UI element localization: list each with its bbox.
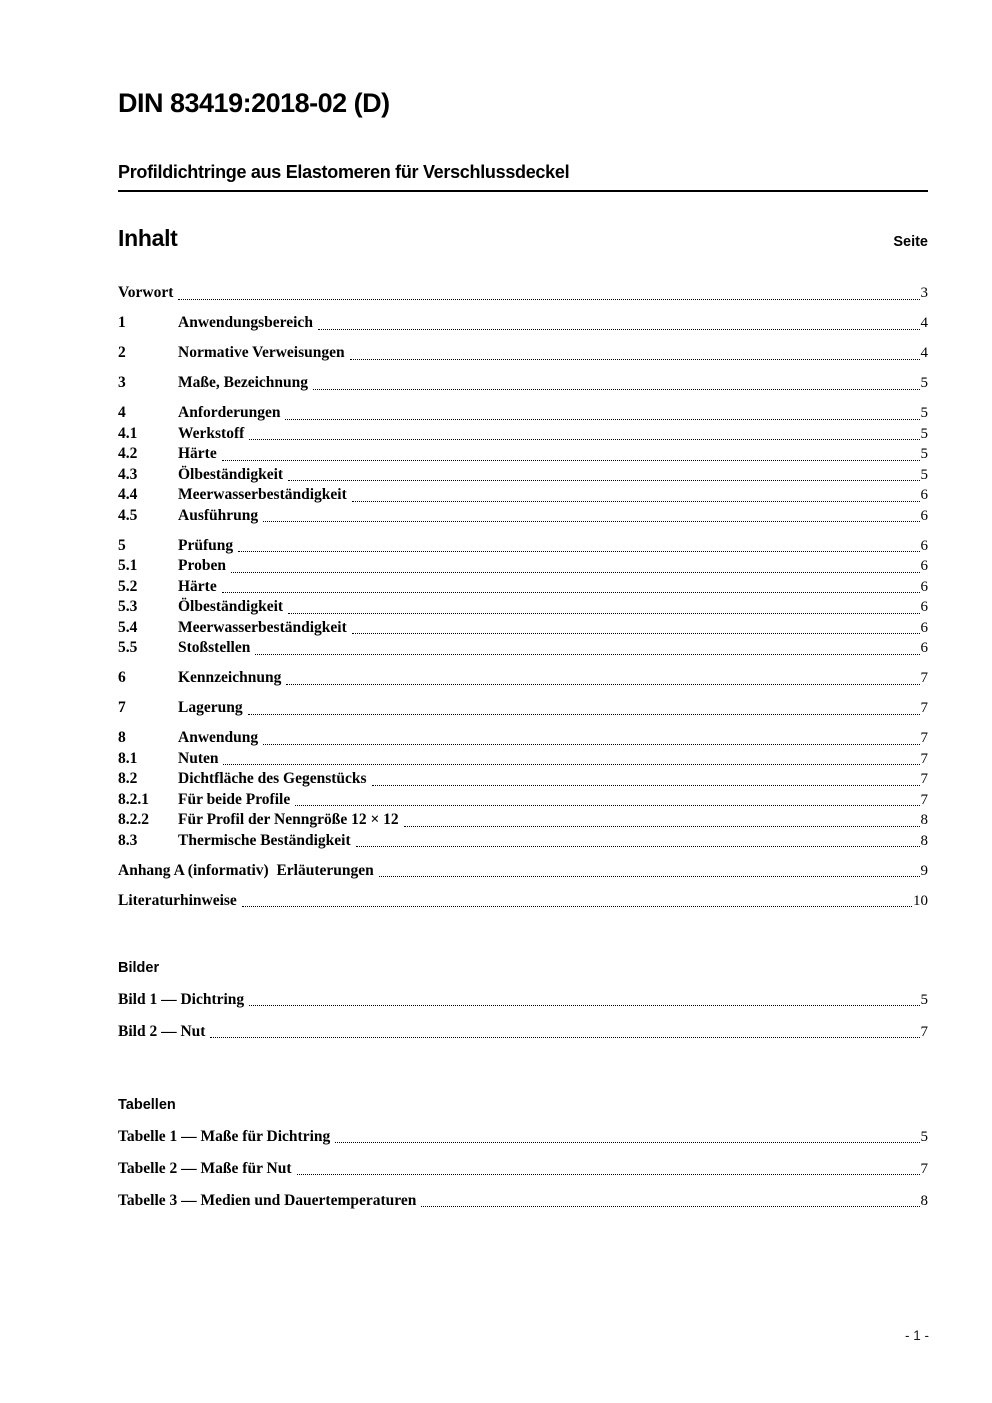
toc-entry-page: 5 xyxy=(920,425,928,442)
toc-entry-number: 8 xyxy=(118,729,126,746)
toc-entry-number: 2 xyxy=(118,344,126,361)
toc-entry xyxy=(118,343,928,364)
dot-leader xyxy=(379,876,920,877)
toc-entry-number: 6 xyxy=(118,669,126,686)
toc-entry xyxy=(118,790,928,811)
toc-entry-label: Ölbeständigkeit xyxy=(178,465,284,483)
toc-entry-label: Anwendungsbereich xyxy=(178,314,313,331)
toc-entry-label: Für Profil der Nenngröße 12 × 12 xyxy=(178,811,399,828)
toc-entry xyxy=(118,769,928,790)
toc-entry xyxy=(118,861,928,882)
doc-subtitle-rule xyxy=(118,161,928,192)
dot-leader xyxy=(263,521,919,522)
toc-entry-label: Meerwasserbeständigkeit xyxy=(178,486,347,503)
toc-entry-page: 6 xyxy=(920,640,928,656)
toc-entry-number: 5.5 xyxy=(118,639,138,656)
tables-heading: Tabellen xyxy=(118,1097,176,1113)
toc-entry-page: 7 xyxy=(920,700,928,716)
toc-header xyxy=(118,225,928,252)
toc-entry xyxy=(118,698,928,719)
dot-leader xyxy=(297,1174,920,1175)
toc-entry-page: 6 xyxy=(920,487,928,503)
toc-entry-number: 4.4 xyxy=(118,486,138,503)
dot-leader xyxy=(288,480,919,481)
table-entry-page: 8 xyxy=(920,1192,928,1209)
toc-entry-label: Dichtfläche des Gegenstücks xyxy=(178,770,367,787)
dot-leader xyxy=(372,785,920,786)
table-entry-label: Tabelle 2 — Maße für Nut xyxy=(118,1159,292,1177)
dot-leader xyxy=(242,906,912,907)
toc-entry-label: Kennzeichnung xyxy=(178,669,282,686)
toc-entry-number: 5 xyxy=(118,536,126,554)
toc-entry xyxy=(118,749,928,770)
toc-entry-label: Ausführung xyxy=(178,506,259,524)
toc-entry xyxy=(118,283,928,304)
dot-leader xyxy=(222,460,920,461)
toc-entry-page: 4 xyxy=(920,315,928,331)
dot-leader xyxy=(295,805,919,806)
toc-entry-number: 8.3 xyxy=(118,831,138,849)
dot-leader xyxy=(210,1037,919,1038)
figures-heading: Bilder xyxy=(118,960,160,976)
tables-list xyxy=(118,1127,928,1212)
toc-entry-number: 4.3 xyxy=(118,465,138,483)
dot-leader xyxy=(421,1206,919,1207)
toc-entry-number: 4.2 xyxy=(118,445,138,462)
toc-entry-number: 4.5 xyxy=(118,506,138,524)
toc-entry-page: 7 xyxy=(920,670,928,686)
toc-entry xyxy=(118,373,928,394)
figure-entry-page: 7 xyxy=(920,1023,928,1040)
toc-entry-page: 9 xyxy=(920,862,928,879)
toc-entry-number: 3 xyxy=(118,374,126,391)
toc-entry-page: 3 xyxy=(920,285,928,301)
toc-entry-page: 6 xyxy=(920,537,928,554)
toc-entry-number: 8.1 xyxy=(118,749,138,767)
toc-entry-page: 8 xyxy=(920,832,928,849)
toc-entry-label: Anhang A (informativ) Erläuterungen xyxy=(118,861,374,879)
toc-entry-label: Prüfung xyxy=(178,536,234,554)
toc-entry-number: 4 xyxy=(118,404,126,421)
toc-entry-label: Stoßstellen xyxy=(178,639,251,656)
toc-entry xyxy=(118,891,928,912)
dot-leader xyxy=(249,1005,919,1006)
toc-entry-page: 5 xyxy=(920,405,928,421)
toc-entry-label: Lagerung xyxy=(178,699,243,716)
toc-entry-page: 7 xyxy=(920,791,928,808)
toc-entry-page: 6 xyxy=(920,599,928,615)
table-entry-page: 5 xyxy=(920,1128,928,1145)
toc-entry-page: 5 xyxy=(920,446,928,462)
dot-leader xyxy=(238,551,919,552)
table-entry xyxy=(118,1159,928,1180)
toc-entry-number: 7 xyxy=(118,699,126,716)
figure-entry-page: 5 xyxy=(920,991,928,1008)
toc-entry xyxy=(118,536,928,557)
toc-entry-label: Vorwort xyxy=(118,284,174,301)
toc-entry xyxy=(118,485,928,506)
toc-entry xyxy=(118,668,928,689)
dot-leader xyxy=(222,592,920,593)
toc-entry-label: Thermische Beständigkeit xyxy=(178,831,351,849)
figure-entry xyxy=(118,990,928,1011)
dot-leader xyxy=(288,613,919,614)
table-entry xyxy=(118,1127,928,1148)
dot-leader xyxy=(352,501,920,502)
toc-entry-label: Anwendung xyxy=(178,729,259,746)
toc-entry-page: 5 xyxy=(920,375,928,391)
toc-entry-page: 6 xyxy=(920,507,928,524)
dot-leader xyxy=(335,1142,919,1143)
toc-entry-page: 6 xyxy=(920,558,928,574)
dot-leader xyxy=(223,764,919,765)
toc-entry-number: 8.2.1 xyxy=(118,790,149,808)
dot-leader xyxy=(286,684,919,685)
table-entry-label: Tabelle 3 — Medien und Dauertemperaturen xyxy=(118,1191,417,1209)
toc-entry-number: 1 xyxy=(118,314,126,331)
dot-leader xyxy=(255,654,919,655)
toc-entry xyxy=(118,424,928,445)
toc-entry-label: Härte xyxy=(178,577,217,595)
toc-entry xyxy=(118,810,928,831)
toc-entry-number: 5.2 xyxy=(118,577,138,595)
toc-list xyxy=(118,283,928,911)
toc-entry-number: 8.2 xyxy=(118,770,138,787)
toc-entry-label: Proben xyxy=(178,557,226,574)
toc-entry-page: 8 xyxy=(920,812,928,828)
toc-entry xyxy=(118,444,928,465)
doc-subtitle: Profildichtringe aus Elastomeren für Verschlussdeckel xyxy=(118,162,570,182)
toc-entry xyxy=(118,638,928,659)
toc-entry-page: 4 xyxy=(920,345,928,361)
toc-entry-number: 8.2.2 xyxy=(118,811,149,828)
toc-entry-label: Anforderungen xyxy=(178,404,281,421)
toc-entry-page: 5 xyxy=(920,466,928,483)
toc-entry-page: 10 xyxy=(913,892,928,909)
doc-id: DIN 83419:2018-02 (D) xyxy=(118,88,390,118)
toc-entry xyxy=(118,728,928,749)
footer-page-number: - 1 - xyxy=(904,1328,929,1343)
figures-list xyxy=(118,990,928,1043)
toc-entry-page: 7 xyxy=(920,750,928,767)
dot-leader xyxy=(178,299,919,300)
toc-entry-label: Werkstoff xyxy=(178,424,245,442)
dot-leader xyxy=(318,329,920,330)
dot-leader xyxy=(249,439,919,440)
toc-entry-label: Härte xyxy=(178,445,217,462)
toc-entry-page: 6 xyxy=(920,619,928,636)
toc-entry xyxy=(118,556,928,577)
toc-entry xyxy=(118,403,928,424)
dot-leader xyxy=(231,572,920,573)
dot-leader xyxy=(248,714,920,715)
dot-leader xyxy=(285,419,919,420)
table-entry-page: 7 xyxy=(920,1160,928,1177)
toc-entry xyxy=(118,597,928,618)
toc-entry-number: 5.3 xyxy=(118,598,138,615)
toc-entry-page: 6 xyxy=(920,578,928,595)
toc-entry-label: Ölbeständigkeit xyxy=(178,598,284,615)
toc-entry-label: Für beide Profile xyxy=(178,790,291,808)
figure-entry-label: Bild 2 — Nut xyxy=(118,1022,206,1040)
toc-entry-number: 5.1 xyxy=(118,557,138,574)
toc-entry-number: 5.4 xyxy=(118,618,138,636)
figures-section xyxy=(118,958,928,1042)
toc-entry-label: Normative Verweisungen xyxy=(178,344,345,361)
dot-leader xyxy=(404,826,920,827)
toc-entry-label: Meerwasserbeständigkeit xyxy=(178,618,347,636)
dot-leader xyxy=(352,633,920,634)
toc-entry xyxy=(118,313,928,334)
dot-leader xyxy=(313,389,919,390)
tables-section xyxy=(118,1095,928,1211)
toc-entry xyxy=(118,618,928,639)
table-entry xyxy=(118,1191,928,1212)
dot-leader xyxy=(263,744,919,745)
dot-leader xyxy=(356,846,920,847)
toc-entry xyxy=(118,506,928,527)
figure-entry xyxy=(118,1022,928,1043)
toc-entry-label: Maße, Bezeichnung xyxy=(178,374,309,391)
toc-entry-label: Nuten xyxy=(178,749,219,767)
toc-entry-label: Literaturhinweise xyxy=(118,891,237,909)
toc-entry-page: 7 xyxy=(920,730,928,746)
toc-title: Inhalt xyxy=(118,225,178,251)
toc-entry-number: 4.1 xyxy=(118,424,138,442)
page-column-label: Seite xyxy=(893,234,928,250)
table-entry-label: Tabelle 1 — Maße für Dichtring xyxy=(118,1127,331,1145)
toc-entry xyxy=(118,577,928,598)
toc-entry-page: 7 xyxy=(920,771,928,787)
figure-entry-label: Bild 1 — Dichtring xyxy=(118,990,245,1008)
toc-entry xyxy=(118,465,928,486)
dot-leader xyxy=(350,359,920,360)
toc-entry xyxy=(118,831,928,852)
